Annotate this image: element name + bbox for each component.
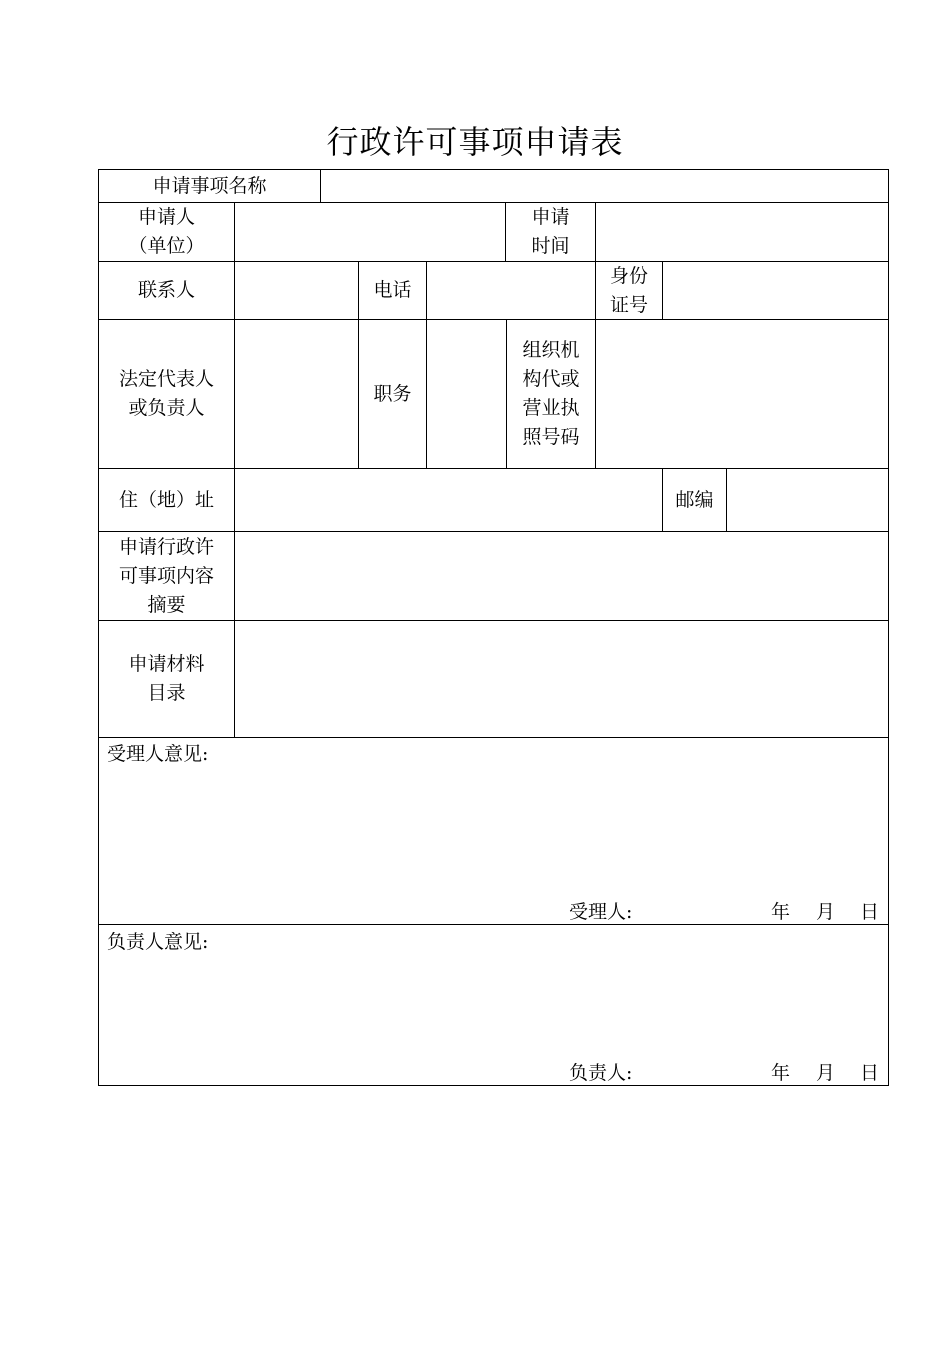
- form-title: 行政许可事项申请表: [326, 123, 624, 161]
- field-legal-rep[interactable]: [235, 320, 358, 468]
- acceptor-date-year: 年: [771, 901, 791, 923]
- field-acceptor-opinion[interactable]: [99, 738, 888, 924]
- label-apply-time: 申请 时间: [531, 206, 570, 257]
- label-legal-rep: 法定代表人 或负责人: [118, 368, 214, 419]
- field-apply-time[interactable]: [596, 203, 888, 261]
- label-materials: 申请材料 目录: [128, 653, 205, 704]
- label-address: 住（地）址: [118, 488, 214, 511]
- responsible-opinion-label: 负责人意见:: [107, 931, 209, 953]
- acceptor-date-month: 月: [816, 901, 836, 923]
- field-applicant[interactable]: [235, 203, 505, 261]
- label-applicant: 申请人 （单位）: [128, 206, 205, 257]
- label-position: 职务: [373, 382, 412, 405]
- label-id-number: 身份 证号: [609, 265, 648, 316]
- field-responsible-opinion[interactable]: [99, 925, 888, 1085]
- label-org-code: 组织机 构代或 营业执 照号码: [522, 339, 580, 448]
- field-address[interactable]: [235, 469, 662, 531]
- field-postcode[interactable]: [727, 469, 888, 531]
- responsible-date-day: 日: [860, 1062, 880, 1084]
- field-id-number[interactable]: [663, 262, 888, 319]
- label-item-name: 申请事项名称: [152, 174, 267, 197]
- label-summary: 申请行政许 可事项内容 摘要: [118, 535, 214, 616]
- field-materials[interactable]: [235, 621, 888, 737]
- acceptor-date-day: 日: [860, 901, 880, 923]
- field-item-name[interactable]: [321, 170, 888, 202]
- field-phone[interactable]: [427, 262, 595, 319]
- label-phone: 电话: [373, 279, 412, 301]
- responsible-signer-label: 负责人:: [569, 1062, 633, 1084]
- field-position[interactable]: [427, 320, 506, 468]
- field-org-code[interactable]: [596, 320, 888, 468]
- label-contact: 联系人: [137, 279, 195, 301]
- label-postcode: 邮编: [675, 488, 714, 511]
- field-contact[interactable]: [235, 262, 358, 319]
- responsible-date-year: 年: [771, 1062, 791, 1084]
- field-summary[interactable]: [235, 532, 888, 620]
- responsible-date-month: 月: [816, 1062, 836, 1084]
- acceptor-opinion-label: 受理人意见:: [107, 743, 209, 765]
- acceptor-signer-label: 受理人:: [569, 901, 633, 923]
